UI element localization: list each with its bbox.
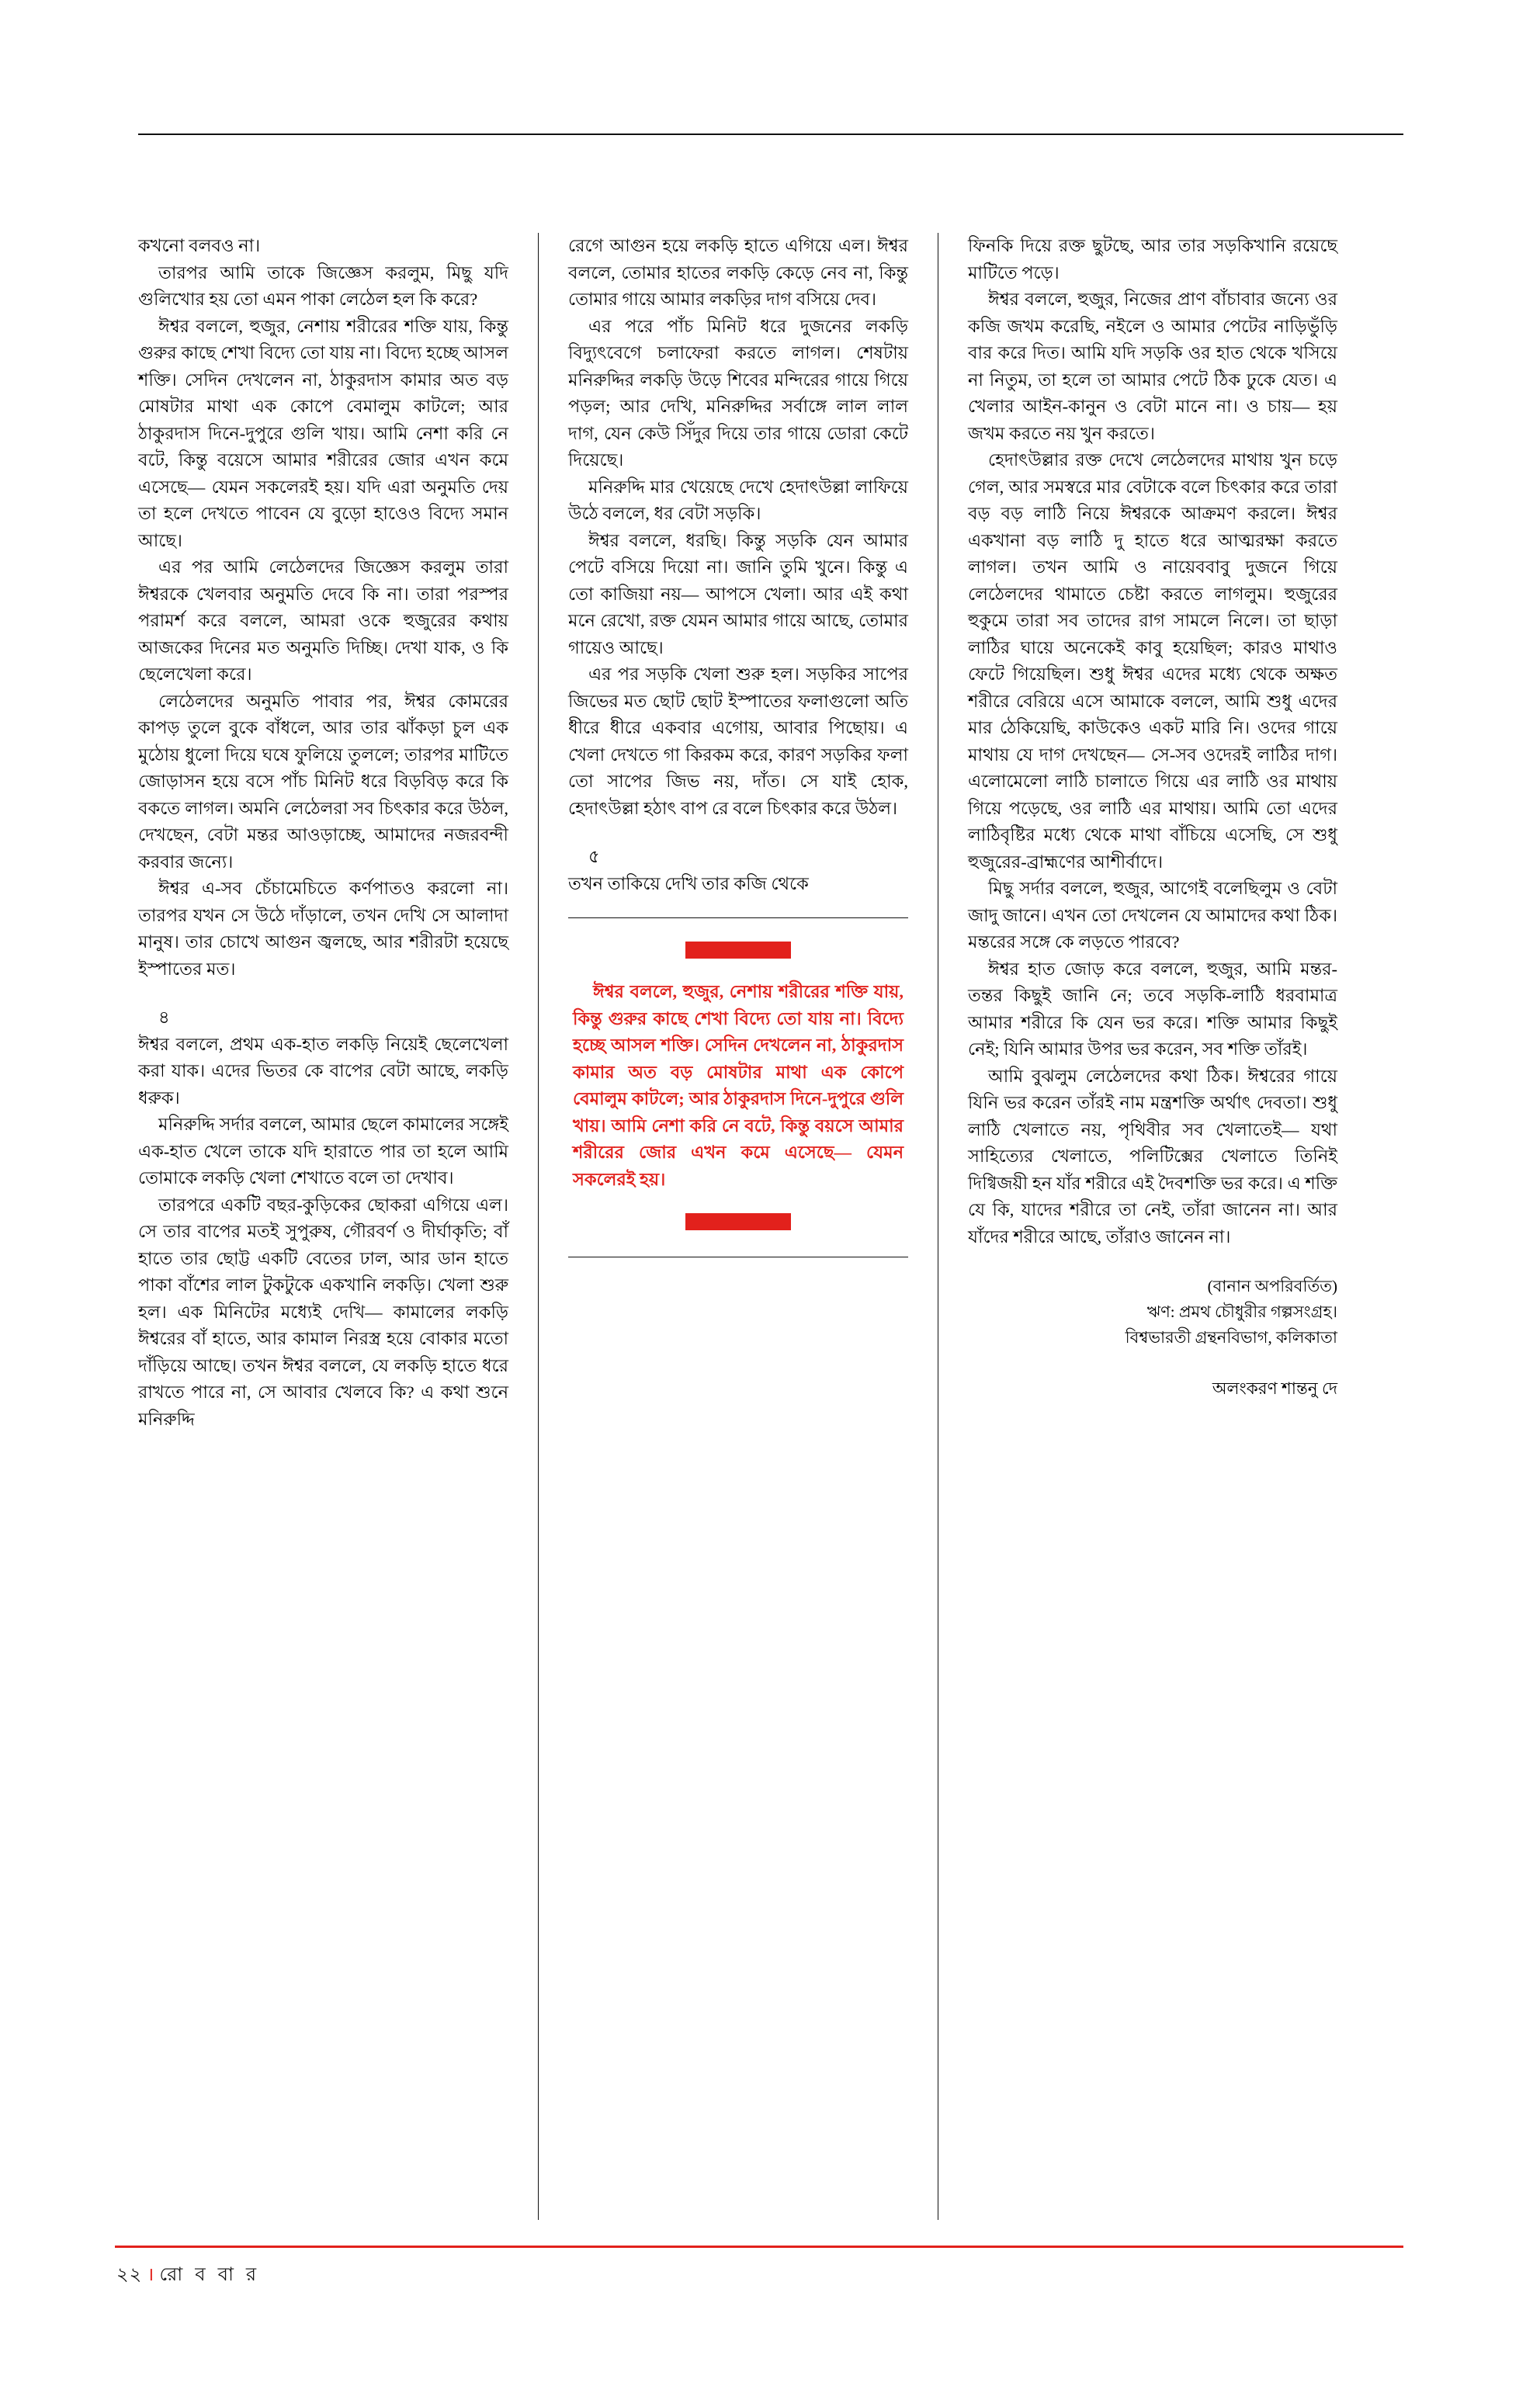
page-folio — [116, 2260, 260, 2291]
credit-line: ঋণ: প্রমথ চৌধুরীর গল্পসংগ্রহ। — [1146, 1302, 1337, 1321]
paragraph: ঈশ্বর এ-সব চেঁচামেচিতে কর্ণপাতও করলো না। তারপর যখন সে উঠে দাঁড়ালে, তখন দেখি সে আলাদা মানুষ। তার চোখে আগুন জ্বলছে, আর শরীরটা হয়েছে ইস্পাতের মত। — [138, 879, 508, 979]
paragraph: ঈশ্বর বললে, প্রথম এক-হাত লকড়ি নিয়েই ছেলেখেলা করা যাক। এদের ভিতর কে বাপের বেটা আছে, লকড়ি ধরুক। — [138, 1034, 508, 1108]
article-columns — [138, 233, 1403, 2220]
section-number: ৪ — [158, 1007, 170, 1027]
column-two — [538, 233, 938, 2220]
pull-quote-text: ঈশ্বর বললে, হুজুর, নেশায় শরীরের শক্তি যায়, কিন্তু গুরুর কাছে শেখা বিদ্যে তো যায় না। বিদ্যে হচ্ছে আসল শক্তি। সেদিন দেখলেন না, ঠাকুরদাস কামার অত বড় মোষটার মাথা এক কোপে বেমালুম কাটলে; আর ঠাকুরদাস দিনে-দুপুরে গুলি খায়। আমি নেশা করি নে বটে, কিন্তু বয়সে আমার শরীরের জোর এখন কমে এসেছে— যেমন সকলেরই হয়। — [573, 982, 904, 1189]
pull-quote-bottom-bar — [685, 1213, 791, 1230]
magazine-name: রো ব বা র — [159, 2265, 261, 2285]
paragraph: মনিরুদ্দি মার খেয়েছে দেখে হেদাৎউল্লা লাফিয়ে উঠে বললে, ধর বেটা সড়কি। — [568, 477, 908, 523]
page-number: ২২ — [116, 2265, 143, 2285]
paragraph: আমি বুঝলুম লেঠেলদের কথা ঠিক। ঈশ্বরের গায়ে যিনি ভর করেন তাঁরই নাম মন্ত্রশক্তি অর্থাৎ দেবতা। শুধু লাঠি খেলাতে নয়, পৃথিবীর সব খেলাতেই— যথা সাহিত্যের খেলাতে, পলিটিক্সের খেলাতে তিনিই দিগ্বিজয়ী হন যাঁর শরীরে এই দৈবশক্তি ভর করে। এ শক্তি যে কি, যাদের শরীরে তা নেই, তাঁরা জানেন না। আর যাঁদের শরীরে আছে, তাঁরাও জানেন না। — [968, 1066, 1337, 1247]
paragraph: ঈশ্বর বললে, ধরছি। কিন্তু সড়কি যেন আমার পেটে বসিয়ে দিয়ো না। জানি তুমি খুনে। কিন্তু এ তো কাজিয়া নয়— আপসে খেলা। আর এই কথা মনে রেখো, রক্ত যেমন আমার গায়ে আছে, তোমার গায়েও আছে। — [568, 530, 908, 657]
paragraph: মিছু সর্দার বললে, হুজুর, আগেই বলেছিলুম ও বেটা জাদু জানে। এখন তো দেখলেন যে আমাদের কথা ঠিক। মন্তরের সঙ্গে কে লড়তে পারবে? — [968, 879, 1337, 952]
credit-line: (বানান অপরিবর্তিত) — [1207, 1277, 1337, 1295]
bottom-divider-rule — [115, 2246, 1403, 2248]
column-one — [138, 233, 538, 2220]
folio-separator: । — [147, 2265, 155, 2285]
paragraph: লেঠেলদের অনুমতি পাবার পর, ঈশ্বর কোমরের কাপড় তুলে বুকে বাঁধলে, আর তার ঝাঁকড়া চুল এক মুঠোয় ধুলো দিয়ে ঘষে ফুলিয়ে তুললে; তারপর মাটিতে জোড়াসন হয়ে বসে পাঁচ মিনিট ধরে বিড়বিড় করে কি বকতে লাগল। অমনি লেঠেলরা সব চিৎকার করে উঠল, দেখছেন, বেটা মন্তর আওড়াচ্ছে, আমাদের নজরবন্দী করবার জন্যে। — [138, 691, 508, 872]
paragraph: তখন তাকিয়ে দেখি তার কজি থেকে — [568, 873, 809, 893]
paragraph: হেদাৎউল্লার রক্ত দেখে লেঠেলদের মাথায় খুন চড়ে গেল, আর সমস্বরে মার বেটাকে বলে চিৎকার করে তারা বড় বড় লাঠি নিয়ে ঈশ্বরকে আক্রমণ করলে। ঈশ্বর একখানা বড় লাঠি দু হাতে ধরে আত্মরক্ষা করতে লাগল। তখন আমি ও নায়েববাবু দুজনে গিয়ে লেঠেলদের থামাতে চেষ্টা করতে লাগলুম। হুজুরের হুকুমে তারা সব তাদের রাগ সামলে নিলে। তা ছাড়া লাঠির ঘায়ে অনেকেই কাবু হয়েছিল; কারও মাথাও ফেটে গিয়েছিল। শুধু ঈশ্বর এদের মধ্যে থেকে অক্ষত শরীরে বেরিয়ে এসে আমাকে বললে, আমি শুধু এদের মার ঠেকিয়েছি, কাউকেও একট মারি নি। ওদের গায়ে মাথায় যে দাগ দেখছেন— সে-সব ওদেরই লাঠির দাগ। এলোমেলো লাঠি চালাতে গিয়ে এর লাঠি ওর মাথায় গিয়ে পড়েছে, ওর লাঠি এর মাথায়। আমি তো এদের লাঠিবৃষ্টির মধ্যে থেকে মাথা বাঁচিয়ে এসেছি, সে শুধু হুজুরের-ব্রাহ্মণের আশীর্বাদে। — [968, 450, 1337, 872]
paragraph: ঈশ্বর বললে, হুজুর, নিজের প্রাণ বাঁচাবার জন্যে ওর কজি জখম করেছি, নইলে ও আমার পেটের নাড়িভুঁড়ি বার করে দিত। আমি যদি সড়কি ওর হাত থেকে খসিয়ে না নিতুম, তা হলে তা আমার পেটে ঠিক ঢুকে যেত। এ খেলার আইন-কানুন ও বেটা মানে না। ও চায়— হয় জখম করতে নয় খুন করতে। — [968, 290, 1337, 443]
paragraph: ফিনকি দিয়ে রক্ত ছুটছে, আর তার সড়কিখানি রয়েছে মাটিতে পড়ে। — [968, 236, 1337, 283]
paragraph: এর পরে পাঁচ মিনিট ধরে দুজনের লকড়ি বিদ্যুৎবেগে চলাফেরা করতে লাগল। শেষটায় মনিরুদ্দির লকড়ি উড়ে শিবের মন্দিরের গায়ে গিয়ে পড়ল; আর দেখি, মনিরুদ্দির সর্বাঙ্গে লাল লাল দাগ, যেন কেউ সিঁদুর দিয়ে তার গায়ে ডোরা কেটে দিয়েছে। — [568, 316, 908, 470]
pull-quote-top-bar — [685, 942, 791, 959]
paragraph: কখনো বলবও না। — [138, 236, 261, 255]
paragraph: মনিরুদ্দি সর্দার বললে, আমার ছেলে কামালের সঙ্গেই এক-হাত খেলে তাকে যদি হারাতে পার তা হলে আমি তোমাকে লকড়ি খেলা শেখাতে বলে তা দেখাব। — [138, 1115, 508, 1188]
top-divider-rule — [138, 134, 1403, 135]
paragraph: এর পর সড়কি খেলা শুরু হল। সড়কির সাপের জিভের মত ছোট ছোট ইস্পাতের ফলাগুলো অতি ধীরে ধীরে একবার এগোয়, আবার পিছোয়। এ খেলা দেখতে গা কিরকম করে, কারণ সড়কির ফলা তো সাপের জিভ নয়, দাঁত। সে যাই হোক, হেদাৎউল্লা হঠাৎ বাপ রে বলে চিৎকার করে উঠল। — [568, 664, 908, 818]
illustration-credit: অলংকরণ শান্তনু দে — [1212, 1379, 1337, 1398]
section-number: ৫ — [588, 847, 600, 866]
column-three — [938, 233, 1337, 2220]
paragraph: তারপরে একটি বছর-কুড়িকের ছোকরা এগিয়ে এল। সে তার বাপের মতই সুপুরুষ, গৌরবর্ণ ও দীর্ঘাকৃতি; বাঁ হাতে তার ছোট্ট একটি বেতের ঢাল, আর ডান হাতে পাকা বাঁশের লাল টুকটুকে একখানি লকড়ি। খেলা শুরু হল। এক মিনিটের মধ্যেই দেখি— কামালের লকড়ি ঈশ্বরের বাঁ হাতে, আর কামাল নিরস্ত্র হয়ে বোকার মতো দাঁড়িয়ে আছে। তখন ঈশ্বর বললে, যে লকড়ি হাতে ধরে রাখতে পারে না, সে আবার খেলবে কি? এ কথা শুনে মনিরুদ্দি — [138, 1195, 508, 1429]
paragraph: তারপর আমি তাকে জিজ্ঞেস করলুম, মিছু যদি গুলিখোর হয় তো এমন পাকা লেঠেল হল কি করে? — [138, 262, 508, 309]
paragraph: ঈশ্বর বললে, হুজুর, নেশায় শরীরের শক্তি যায়, কিন্তু গুরুর কাছে শেখা বিদ্যে তো যায় না। বিদ্যে হচ্ছে আসল শক্তি। সেদিন দেখলেন না, ঠাকুরদাস কামার অত বড় মোষটার মাথা এক কোপে বেমালুম কাটলে; আর ঠাকুরদাস দিনে-দুপুরে গুলি খায়। আমি নেশা করি নে বটে, কিন্তু বয়েসে আমার শরীরের জোর এখন কমে এসেছে— যেমন সকলেরই হয়। যদি এরা অনুমতি দেয় তা হলে দেখতে পাবেন যে বুড়ো হাওেও বিদ্যে সমান আছে। — [138, 316, 508, 550]
paragraph: ঈশ্বর হাত জোড় করে বললে, হুজুর, আমি মন্তর-তন্তর কিছুই জানি নে; তবে সড়কি-লাঠি ধরবামাত্র আমার শরীরে কি যেন ভর করে। শক্তি আমার কিছুই নেই; যিনি আমার উপর ভর করেন, সব শক্তি তাঁরই। — [968, 959, 1337, 1059]
article-credits — [968, 1274, 1337, 1351]
paragraph: এর পর আমি লেঠেলদের জিজ্ঞেস করলুম তারা ঈশ্বরকে খেলবার অনুমতি দেবে কি না। তারা পরস্পর পরামর্শ করে বললে, আমরা ওকে হুজুরের কথায় আজকের দিনের মত অনুমতি দিচ্ছি। দেখা যাক, ও কি ছেলেখেলা করে। — [138, 557, 508, 684]
credit-line: বিশ্বভারতী গ্রন্থনবিভাগ, কলিকাতা — [1125, 1328, 1337, 1347]
pull-quote — [568, 917, 908, 1257]
paragraph: রেগে আগুন হয়ে লকড়ি হাতে এগিয়ে এল। ঈশ্বর বললে, তোমার হাতের লকড়ি কেড়ে নেব না, কিন্তু তোমার গায়ে আমার লকড়ির দাগ বসিয়ে দেব। — [568, 236, 908, 309]
